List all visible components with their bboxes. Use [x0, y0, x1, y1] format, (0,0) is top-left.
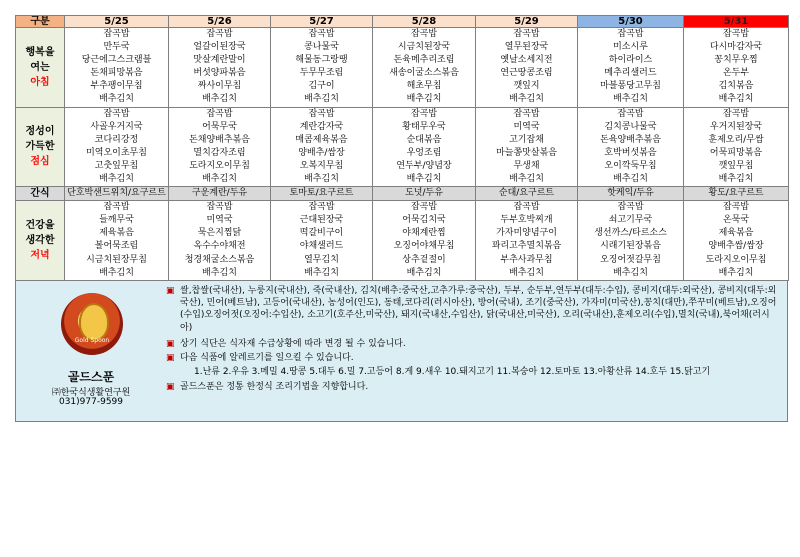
menu-item: 김구이: [308, 81, 335, 92]
day-header-saturday: 5/30: [578, 16, 684, 28]
menu-item: 사골우거지국: [90, 121, 143, 132]
menu-item: 배추김치: [718, 267, 754, 278]
menu-item: 배추김치: [509, 267, 544, 278]
bullet-icon: ▣: [166, 338, 175, 349]
lunch-day-cell: [578, 107, 684, 187]
menu-item: 제육볶음: [99, 228, 134, 239]
menu-item: 잡곡밥: [410, 29, 438, 39]
menu-item: 배추김치: [99, 267, 134, 278]
menu-item: 배추김치: [304, 94, 339, 105]
dinner-day-cell: [169, 201, 271, 281]
menu-item: 배추김치: [99, 94, 134, 105]
menu-item: 배추김치: [304, 267, 339, 278]
menu-item: 잡곡밥: [722, 202, 750, 213]
dinner-day-cell: [476, 201, 578, 281]
bullet-icon: ▣: [166, 381, 175, 392]
menu-item: 청경채굴소스볶음: [184, 254, 255, 265]
menu-item: 마블퐁당고무침: [600, 81, 661, 92]
menu-item: 연두부/양념장: [396, 160, 452, 171]
lunch-day-cell: [476, 107, 578, 187]
menu-item: 배추김치: [613, 267, 648, 278]
menu-item: 도라지오이무침: [189, 160, 250, 171]
menu-item: 두무무조림: [299, 68, 344, 79]
menu-item: 만두국: [103, 42, 130, 53]
menu-item: 고춧잎무침: [94, 160, 139, 171]
menu-item: 잡곡밥: [206, 29, 233, 39]
dinner-row: [16, 201, 789, 281]
menu-item: 온묵국: [722, 215, 750, 226]
menu-item: 들깨무국: [99, 215, 134, 226]
menu-item: 다시마감자국: [709, 42, 763, 53]
notes-area: [166, 285, 781, 395]
menu-item: 배추김치: [718, 94, 754, 105]
snack-row: [16, 187, 789, 201]
menu-item: 야채샐러드: [299, 241, 344, 252]
menu-item: 김치콩나물국: [604, 121, 657, 132]
menu-item: 멸치감자조림: [193, 147, 246, 158]
dinner-day-cell: [578, 201, 684, 281]
menu-item: 잡곡밥: [410, 108, 438, 119]
menu-item: 미역국: [513, 121, 540, 132]
menu-item: 잡곡밥: [206, 202, 233, 213]
lunch-day-cell: [169, 107, 271, 187]
menu-item: 연근땅콩조림: [500, 68, 553, 79]
menu-item: 해물동그랑땡: [295, 55, 348, 66]
menu-item: 꽁치무우찜: [714, 55, 758, 66]
day-header: 5/29: [476, 16, 578, 28]
menu-item: 볼어묵조림: [94, 241, 139, 252]
menu-item: 얼갈이된장국: [193, 42, 246, 53]
menu-item: 시래기된장볶음: [600, 241, 661, 252]
company-name: ㈜한국식생활연구원: [51, 387, 131, 398]
menu-item: 배추김치: [202, 94, 237, 105]
footer-panel: [15, 281, 788, 422]
day-header: 5/26: [169, 16, 271, 28]
menu-item: 부추팽이무침: [90, 81, 143, 92]
header-label: 구분: [16, 16, 65, 28]
menu-item: 잡곡밥: [103, 202, 130, 213]
lunch-day-cell: [684, 107, 789, 187]
menu-item: 잡곡밥: [513, 108, 540, 119]
snack-item: 토마토/요구르트: [271, 187, 373, 201]
lunch-day-cell: [271, 107, 373, 187]
menu-item: 배추김치: [406, 94, 442, 105]
breakfast-day-cell: [578, 28, 684, 108]
menu-item: 생선까스/타르소스: [594, 228, 667, 239]
dinner-day-cell: [271, 201, 373, 281]
menu-item: 무생채: [513, 160, 540, 171]
menu-item: 배추김치: [406, 267, 442, 278]
menu-change-note: 상기 식단은 식자재 수급상황에 따라 변경 될 수 있습니다.: [180, 338, 406, 349]
menu-item: 잡곡밥: [722, 108, 750, 119]
breakfast-row: [16, 28, 789, 108]
menu-item: 짜사이무침: [197, 81, 242, 92]
gold-spoon-logo-icon: Gold Spoon: [61, 293, 123, 355]
menu-item: 잡곡밥: [722, 29, 750, 39]
menu-item: 잡곡밥: [206, 108, 233, 119]
origin-info: 쌀,찹쌀(국내산), 누룽지(국내산), 죽(국내산), 김치(배추:중국산,고추가루:중국산), 두부, 순두부,연두부(대두:수입), 콩비지(대두:외국산), 콩비지(대두:외국산), 민어(베트남), 고등어(국내산), 농성어(인도), 동태,코다리(러시아산), 방어(국내), 조기(중국산), 가자미(미국산),꽁치(대만),쭈꾸미(베트남),오징어(수입)오징어젓(오징어:수입산), 소고기(호주산,미국산), 돼지(국내산,수입산), 닭(국내산,미국산), 오리(국내산),훈제오리(수입),멸치(국내),북어채(러시아): [180, 285, 777, 333]
menu-item: 도라지오이무침: [705, 254, 767, 265]
day-header: 5/28: [373, 16, 476, 28]
meal-label-snack: 간식: [16, 187, 65, 201]
menu-item: 잡곡밥: [308, 29, 335, 39]
menu-item: 쇠고기무국: [608, 215, 653, 226]
menu-item: 두부호박찌개: [500, 215, 553, 226]
menu-item: 꽈리고추멸치볶음: [491, 241, 562, 252]
menu-item: 오징어야채무침: [393, 241, 455, 252]
menu-item: 미소시루: [613, 42, 648, 53]
menu-item: 열무된장국: [504, 42, 549, 53]
menu-item: 배추김치: [202, 267, 237, 278]
allergen-list: 1.난류 2.우유 3.메밀 4.땅콩 5.대두 6.밀 7.고등어 8.게 9.새우 10.돼지고기 11.복숭아 12.토마토 13.아황산류 14.호두 15.닭고기: [194, 367, 711, 378]
snack-item: 순대/요구르트: [476, 187, 578, 201]
allergy-note: 다음 식품에 알레르기를 일으킬 수 있습니다.: [180, 353, 354, 364]
meal-label-breakfast: 행복을 여는 아침: [16, 28, 65, 108]
menu-item: 배추김치: [304, 174, 339, 185]
meal-label-dinner: 건강을 생각한 저녁: [16, 201, 65, 281]
breakfast-day-cell: [684, 28, 789, 108]
lunch-day-cell: [65, 107, 169, 187]
menu-item: 새송이굴소스볶음: [389, 68, 459, 79]
menu-item: 근대된장국: [299, 215, 344, 226]
menu-item: 당근에그스크램블: [81, 55, 152, 66]
bullet-icon: ▣: [166, 285, 175, 296]
menu-item: 우거지된장국: [709, 121, 763, 132]
menu-item: 잡곡밥: [513, 29, 540, 39]
menu-item: 잡곡밥: [308, 108, 335, 119]
menu-item: 배추김치: [613, 174, 648, 185]
menu-item: 콩나물국: [304, 42, 339, 53]
menu-item: 훈제오리/무쌈: [708, 134, 764, 145]
menu-item: 어묵무국: [202, 121, 237, 132]
menu-item: 가자미양념구이: [496, 228, 557, 239]
menu-item: 계란감자국: [299, 121, 344, 132]
brand-name: 골드스푼: [67, 369, 115, 384]
meal-label-lunch: 정성이 가득한 점심: [16, 107, 65, 187]
menu-item: 우엉조림: [406, 147, 442, 158]
menu-item: 마늘쫑맛살볶음: [496, 147, 557, 158]
menu-item: 호박버섯볶음: [604, 147, 657, 158]
menu-item: 배추김치: [406, 174, 442, 185]
menu-item: 돈육메추리조림: [393, 55, 455, 66]
menu-item: 어묵피망볶음: [709, 147, 763, 158]
menu-item: 오징어젓갈무침: [600, 254, 661, 265]
menu-item: 잡곡밥: [410, 202, 438, 213]
menu-item: 하이라이스: [608, 55, 653, 66]
dinner-day-cell: [684, 201, 789, 281]
menu-item: 돈채양배추볶음: [189, 134, 250, 145]
menu-item: 깻잎무침: [718, 160, 754, 171]
company-phone: 031)977-9599: [58, 396, 124, 407]
menu-item: 배추김치: [509, 174, 544, 185]
menu-item: 배추김치: [613, 94, 648, 105]
menu-item: 잡곡밥: [617, 29, 644, 39]
menu-item: 깻잎지: [513, 81, 540, 92]
menu-item: 잡곡밥: [103, 29, 130, 39]
menu-item: 잡곡밥: [617, 108, 644, 119]
menu-item: 오이깍둑무침: [604, 160, 657, 171]
menu-item: 버섯양파볶음: [193, 68, 246, 79]
snack-item: 단호박샌드위치/요구르트: [65, 187, 169, 201]
breakfast-day-cell: [271, 28, 373, 108]
menu-item: 매콤제육볶음: [295, 134, 348, 145]
dinner-day-cell: [373, 201, 476, 281]
menu-item: 시금치된장무침: [86, 254, 147, 265]
menu-item: 김치볶음: [718, 81, 754, 92]
menu-item: 고기잡채: [509, 134, 544, 145]
menu-item: 잡곡밥: [308, 202, 335, 213]
menu-item: 배추김치: [509, 94, 544, 105]
menu-item: 오복지무침: [299, 160, 344, 171]
menu-item: 코다리강정: [94, 134, 139, 145]
menu-item: 시금치된장국: [397, 42, 451, 53]
header-row: [16, 16, 789, 28]
menu-item: 부추사과무침: [500, 254, 553, 265]
snack-item: 핫케익/두유: [578, 187, 684, 201]
menu-item: 제육볶음: [718, 228, 754, 239]
menu-item: 상추겉절이: [402, 254, 446, 265]
day-header: 5/27: [271, 16, 373, 28]
menu-item: 맛살계란말이: [193, 55, 246, 66]
lunch-row: [16, 107, 789, 187]
menu-item: 잡곡밥: [513, 202, 540, 213]
menu-item: 미역오이초무침: [86, 147, 147, 158]
menu-item: 잡곡밥: [103, 108, 130, 119]
menu-item: 온두부: [722, 68, 750, 79]
breakfast-day-cell: [373, 28, 476, 108]
dinner-day-cell: [65, 201, 169, 281]
menu-item: 황태무우국: [402, 121, 446, 132]
day-header-sunday: 5/31: [684, 16, 789, 28]
menu-item: 어묵김치국: [402, 215, 446, 226]
menu-item: 묵은지찜닭: [197, 228, 242, 239]
menu-item: 돈채피망볶음: [90, 68, 143, 79]
lunch-day-cell: [373, 107, 476, 187]
menu-item: 돈육양배추볶음: [600, 134, 661, 145]
menu-item: 옛날소세지전: [500, 55, 553, 66]
snack-item: 도넛/두유: [373, 187, 476, 201]
menu-item: 배추김치: [99, 174, 134, 185]
menu-item: 순대볶음: [406, 134, 442, 145]
menu-sheet: [15, 15, 788, 422]
weekly-menu-table: [15, 15, 789, 281]
breakfast-day-cell: [169, 28, 271, 108]
menu-item: 양배추쌈/쌈장: [708, 241, 764, 252]
cooking-note: 골드스푼은 정통 한정식 조리기법을 지향합니다.: [180, 381, 369, 392]
menu-item: 배추김치: [202, 174, 237, 185]
menu-item: 열무김치: [304, 254, 339, 265]
menu-item: 떡갈비구이: [299, 228, 344, 239]
snack-item: 구운계란/두유: [169, 187, 271, 201]
menu-item: 메추리샐러드: [604, 68, 657, 79]
menu-item: 미역국: [206, 215, 233, 226]
snack-item: 황도/요구르트: [684, 187, 789, 201]
menu-item: 배추김치: [718, 174, 754, 185]
menu-item: 잡곡밥: [617, 202, 644, 213]
bullet-icon: ▣: [166, 353, 175, 364]
menu-item: 해초무침: [406, 81, 442, 92]
breakfast-day-cell: [65, 28, 169, 108]
day-header: 5/25: [65, 16, 169, 28]
menu-item: 양배추/쌈장: [298, 147, 345, 158]
menu-item: 옥수수야채전: [193, 241, 246, 252]
breakfast-day-cell: [476, 28, 578, 108]
menu-item: 야채계란찜: [402, 228, 446, 239]
